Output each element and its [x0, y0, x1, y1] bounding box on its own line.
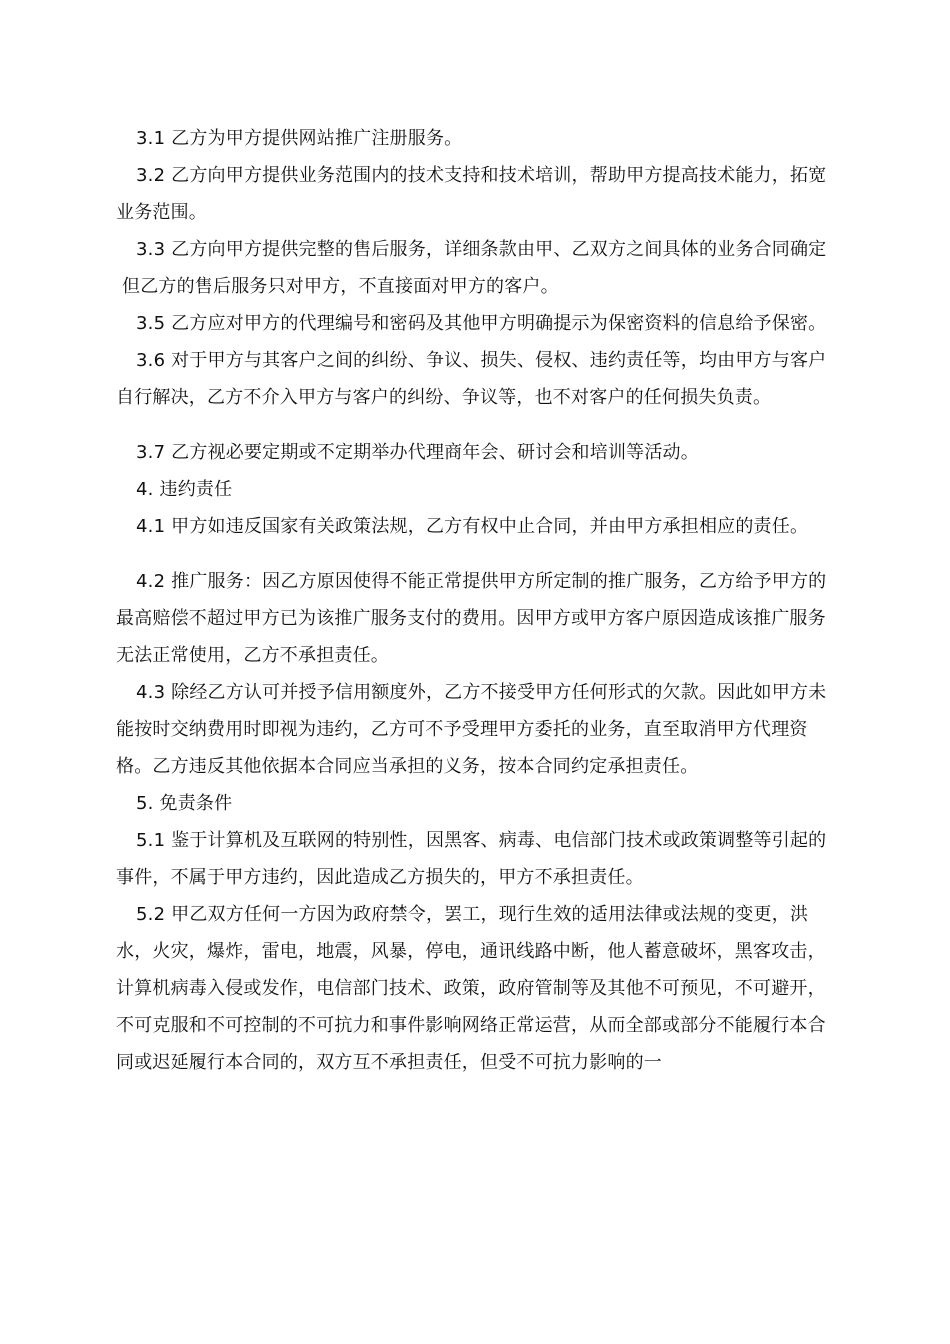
clause-4-1: 4.1 甲方如违反国家有关政策法规，乙方有权中止合同，并由甲方承担相应的责任。 — [136, 516, 809, 537]
clause-3-2: 3.2 乙方向甲方提供业务范围内的技术支持和技术培训，帮助甲方提高技术能力，拓宽业务范围。 — [116, 165, 827, 223]
clause-5-2: 5.2 甲乙双方任何一方因为政府禁令，罢工，现行生效的适用法律或法规的变更，洪水，火灾，爆炸，雷电，地震，风暴，停电，通讯线路中断，他人蓄意破坏，黑客攻击，计算机病毒入侵或发作，电信部门技术、政策，政府管制等及其他不可预见，不可避开，不可克服和不可控制的不可抗力和事件影响网络正常运营，从而全部或部分不能履行本合同或迟延履行本合同的，双方互不承担责任，但受不可抗力影响的一 — [116, 904, 826, 1073]
document-body — [116, 120, 840, 1081]
clause-3-5: 3.5 乙方应对甲方的代理编号和密码及其他甲方明确提示为保密资料的信息给予保密。 — [136, 313, 827, 334]
clause-3-3: 3.3 乙方向甲方提供完整的售后服务，详细条款由甲、乙双方之间具体的业务合同确定 — [136, 239, 827, 260]
clause-5-1: 5.1 鉴于计算机及互联网的特别性，因黑客、病毒、电信部门技术或政策调整等引起的事件，不属于甲方违约，因此造成乙方损失的，甲方不承担责任。 — [116, 830, 827, 888]
clause-4-2: 4.2 推广服务：因乙方原因使得不能正常提供甲方所定制的推广服务，乙方给予甲方的最高赔偿不超过甲方已为该推广服务支付的费用。因甲方或甲方客户原因造成该推广服务无法正常使用，乙方不承担责任。 — [116, 571, 827, 666]
clause-3-1: 3.1 乙方为甲方提供网站推广注册服务。 — [136, 128, 463, 149]
clause-3-3-continuation: 但乙方的售后服务只对甲方，不直接面对甲方的客户。 — [122, 276, 559, 297]
clause-4-3: 4.3 除经乙方认可并授予信用额度外，乙方不接受甲方任何形式的欠款。因此如甲方未能按时交纳费用时即视为违约，乙方可不予受理甲方委托的业务，直至取消甲方代理资格。乙方违反其他依据本合同应当承担的义务，按本合同约定承担责任。 — [116, 682, 827, 777]
clause-3-6: 3.6 对于甲方与其客户之间的纠纷、争议、损失、侵权、违约责任等，均由甲方与客户自行解决，乙方不介入甲方与客户的纠纷、争议等，也不对客户的任何损失负责。 — [116, 350, 827, 408]
section-4-heading: 4. 违约责任 — [136, 479, 233, 500]
section-5-heading: 5. 免责条件 — [136, 793, 233, 814]
clause-3-7: 3.7 乙方视必要定期或不定期举办代理商年会、研讨会和培训等活动。 — [136, 442, 699, 463]
